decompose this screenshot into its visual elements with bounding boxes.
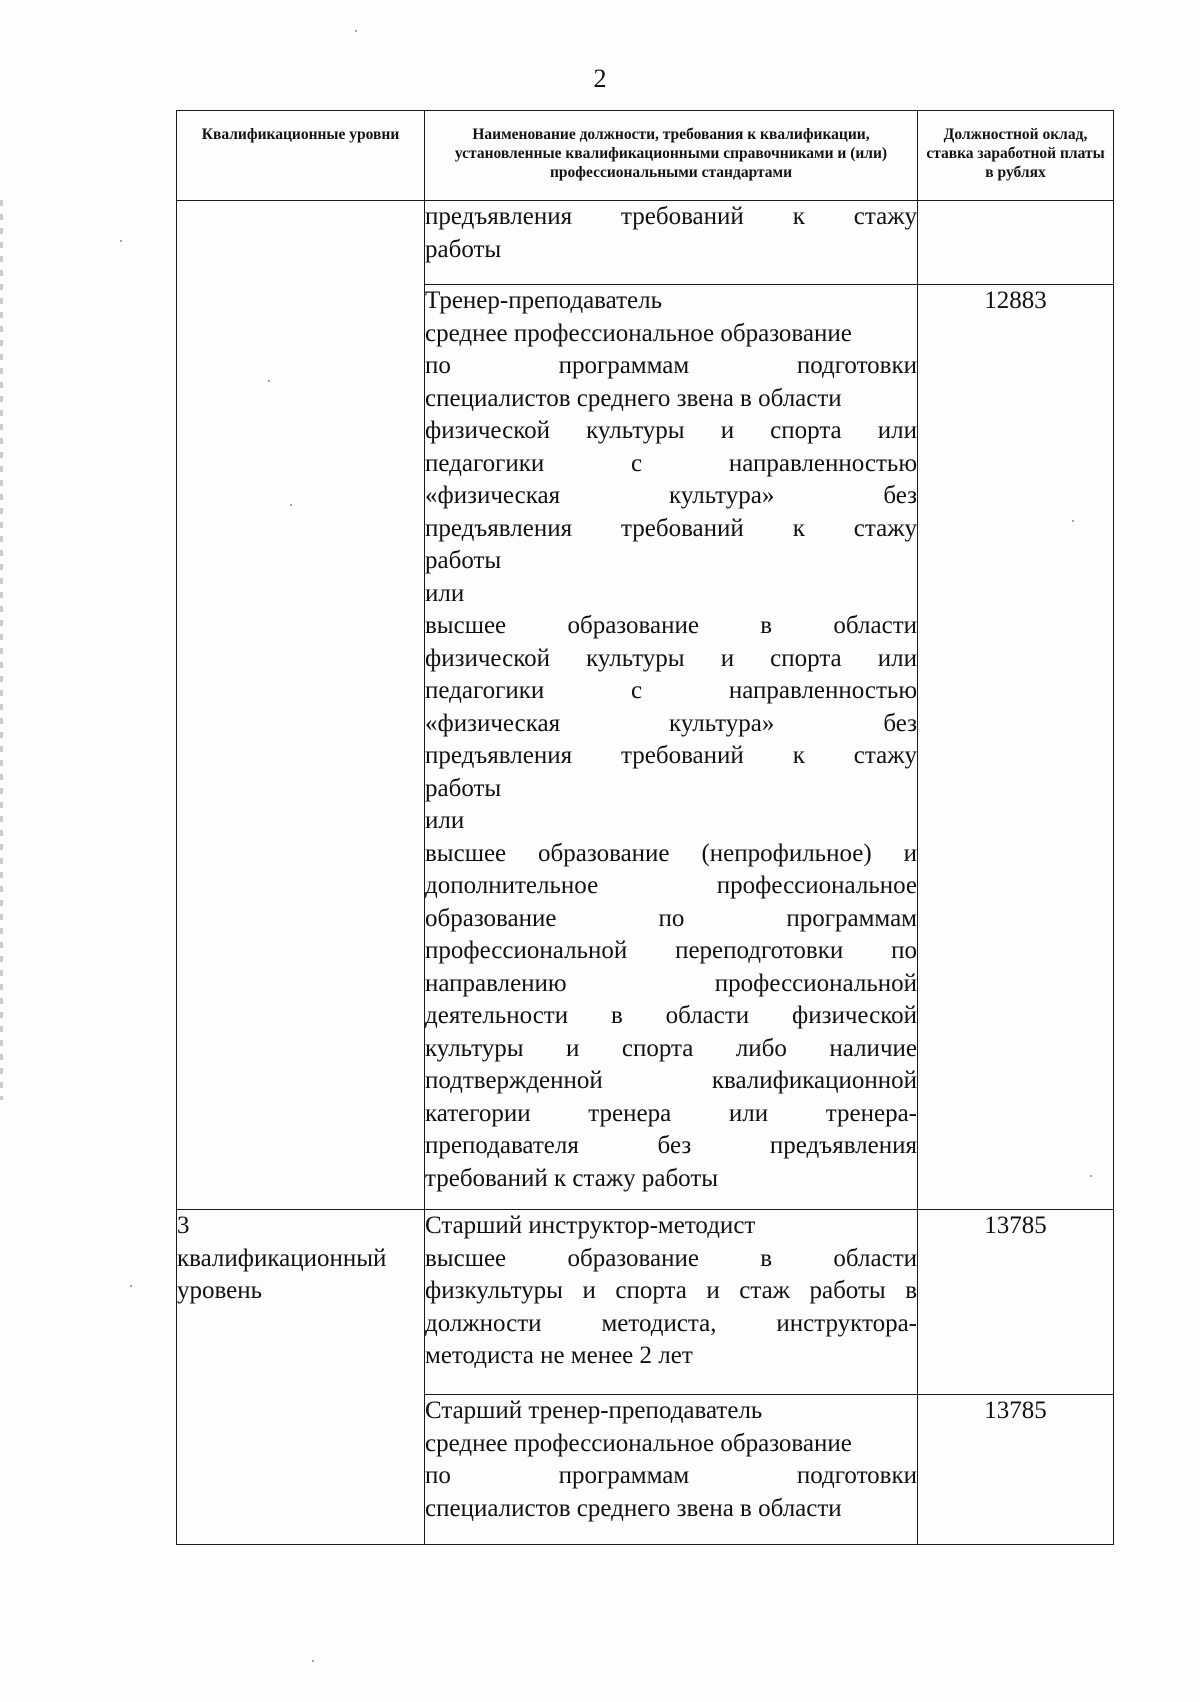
requirements-line: «физическая культура» без: [425, 709, 917, 737]
table-header-row: [177, 111, 1114, 201]
requirements-line: предъявления требований к стажу: [425, 742, 917, 769]
table-row: [177, 285, 1114, 1210]
qualification-table: [176, 110, 1114, 1545]
requirements-line: дополнительное профессиональное: [425, 872, 917, 899]
requirements-line: работы: [425, 235, 502, 263]
requirements-line: специалистов среднего звена в области: [425, 1494, 842, 1522]
salary-cell: 13785: [918, 1395, 1114, 1545]
table-row: [177, 201, 1114, 285]
header-salary: Должностной оклад, ставка заработной платы в рублях: [918, 111, 1114, 201]
requirements-line: предъявления требований к стажу: [425, 514, 917, 542]
level-cell: [177, 1210, 425, 1395]
requirements-line: по программам подготовки: [425, 1462, 917, 1489]
requirements-line: среднее профессиональное образование: [425, 1429, 852, 1457]
requirements-line: специалистов среднего звена в области: [425, 384, 842, 412]
scan-edge-marks: [0, 200, 3, 1100]
requirements-line: подтвержденной квалификационной: [425, 1067, 917, 1094]
requirements-line: категории тренера или тренера-: [425, 1099, 917, 1127]
requirements-line: среднее профессиональное образование: [425, 319, 852, 347]
requirements-line: культуры и спорта либо наличие: [425, 1034, 917, 1062]
position-title: Старший тренер-преподаватель: [425, 1397, 763, 1424]
requirements-line: образование по программам: [425, 904, 917, 932]
level-label: уровень: [177, 1277, 263, 1304]
requirements-line: или: [425, 579, 465, 607]
requirements-line: физической культуры и спорта или: [425, 644, 917, 672]
requirements-line: направлению профессиональной: [425, 969, 917, 997]
requirements-line: работы: [425, 774, 502, 802]
position-title: Тренер-преподаватель: [425, 287, 662, 314]
requirements-line: предъявления требований к стажу: [425, 203, 917, 230]
requirements-line: физкультуры и спорта и стаж работы в: [425, 1277, 917, 1304]
requirements-cell: [425, 201, 918, 285]
level-label: квалификационный: [177, 1244, 387, 1272]
level-cell: [177, 1395, 425, 1545]
requirements-line: работы: [425, 547, 502, 574]
salary-cell: [918, 201, 1114, 285]
requirements-cell: [425, 1210, 918, 1395]
requirements-line: высшее образование в области: [425, 612, 917, 639]
requirements-line: методиста не менее 2 лет: [425, 1342, 693, 1369]
page-number: 2: [593, 64, 607, 93]
requirements-line: должности методиста, инструктора-: [425, 1309, 917, 1337]
header-qualification-levels: Квалификационные уровни: [177, 111, 425, 201]
requirements-line: преподавателя без предъявления: [425, 1132, 917, 1159]
requirements-cell: [425, 1395, 918, 1545]
level-number: 3: [177, 1212, 190, 1239]
requirements-line: педагогики с направленностью: [425, 677, 917, 704]
requirements-line: высшее образование в области: [425, 1244, 917, 1272]
table-row: [177, 1395, 1114, 1545]
requirements-line: или: [425, 807, 465, 834]
header-position-requirements: Наименование должности, требования к квалификации, установленные квалификационными справочниками и (или) профессиональными стандартами: [425, 111, 918, 201]
position-title: Старший инструктор-методист: [425, 1212, 756, 1239]
requirements-line: профессиональной переподготовки по: [425, 937, 917, 964]
salary-cell: 13785: [918, 1210, 1114, 1395]
table-row: [177, 1210, 1114, 1395]
requirements-cell: [425, 285, 918, 1210]
level-cell: [177, 201, 425, 285]
requirements-line: высшее образование (непрофильное) и: [425, 839, 917, 867]
level-cell: [177, 285, 425, 1210]
requirements-line: деятельности в области физической: [425, 1002, 917, 1029]
requirements-line: «физическая культура» без: [425, 482, 917, 509]
requirements-line: по программам подготовки: [425, 352, 917, 379]
requirements-line: педагогики с направленностью: [425, 449, 917, 477]
salary-cell: 12883: [918, 285, 1114, 1210]
requirements-line: физической культуры и спорта или: [425, 417, 917, 444]
requirements-line: требований к стажу работы: [425, 1164, 719, 1192]
